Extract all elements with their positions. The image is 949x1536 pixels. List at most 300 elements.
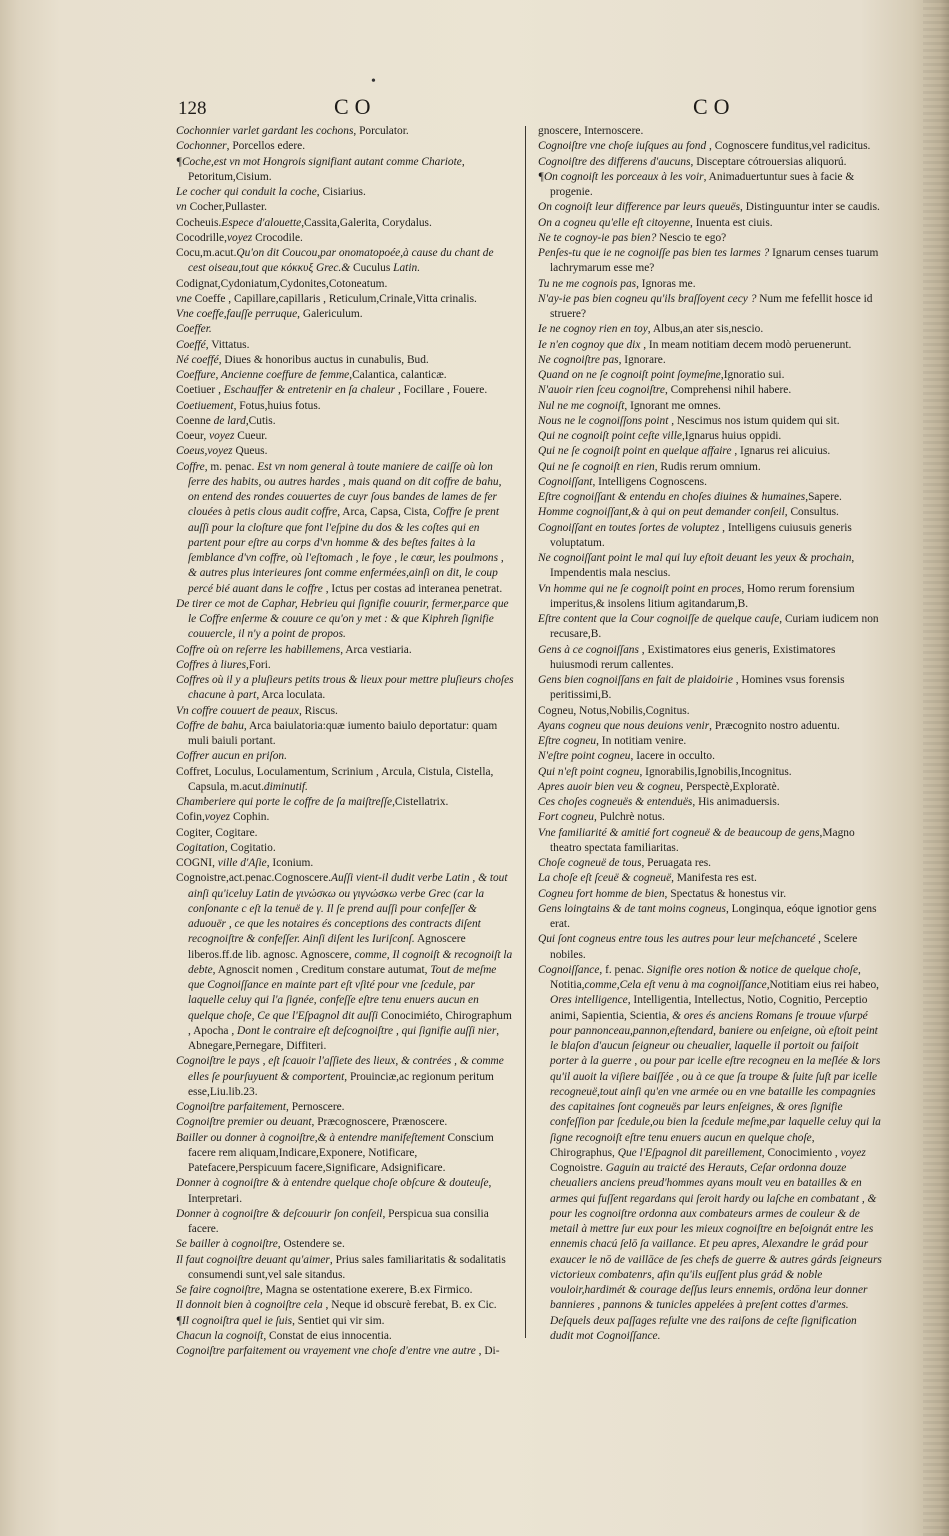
entry-latin-text: ,Ignoratio sui. <box>720 369 785 381</box>
entry-french-text: Se faire cognoiſtre <box>176 1284 260 1296</box>
entry-latin-text: Num me fefellit hosce id struere? <box>550 292 873 320</box>
dictionary-entry <box>538 475 882 490</box>
entry-latin-text: Coeur, <box>176 430 210 442</box>
entry-latin-text: , Riscus. <box>298 704 338 717</box>
entry-latin-text: Cocheuis. <box>176 216 222 229</box>
dictionary-entry <box>538 734 882 749</box>
dictionary-entry <box>538 338 882 353</box>
entry-latin-text: , Cognoscere funditus,vel radicitus. <box>706 140 871 153</box>
dictionary-entry <box>176 643 514 658</box>
entry-french-text: Ie ne cognoy rien en toy <box>538 323 648 336</box>
entry-french-text: Choſe cogneuë de tous <box>538 857 642 869</box>
entry-french-text: Qu'on dit Coucou,par onomatopoée,à cause du chant de cest oiseau,tout que κόκκυξ Grec.& <box>188 247 494 275</box>
entry-latin-text: Coeffe , Capillare,capillaris , Reticulum,Crinale,Vitta crinalis. <box>191 292 477 305</box>
entry-latin-text: , Spectatus & honestus vir. <box>664 887 787 900</box>
entry-french-text: Donner à cognoiſtre & deſcouurir ſon conſeil <box>176 1207 383 1220</box>
entry-french-text: Cognoiſſance <box>538 963 600 976</box>
entry-french-text: Coeus,voyez <box>176 445 233 458</box>
entry-latin-text: , Homines vsus forensis peritissimi,B. <box>550 674 845 702</box>
dictionary-entry <box>538 612 882 643</box>
entry-latin-text: Ignarum censes tuarum lachrymarum esse me? <box>550 247 879 275</box>
entry-latin-text: , Fotus,huius fotus. <box>233 399 321 412</box>
entry-french-text: Coffre ſe prent auſſi pour la cloſture que font l'eſpine du dos & les coſtes qui en partent pour eſtre au corps d'vn homme & des beſtes faites à la ſemblance d'vn coffre, où l'eſtomach , le foye , le cœur, les poulmons , & autres plus interieures ſont comme enfermées,ainſi on dit, le coup percé bié auant dans le coffre <box>188 506 504 595</box>
entry-latin-text: , f. penac. <box>599 963 647 976</box>
entry-french-text: Eſtre cognoiſſant & entendu en choſes diuines & humaines <box>538 491 806 503</box>
dictionary-entry <box>538 414 882 429</box>
dictionary-entry <box>538 521 882 552</box>
entry-latin-text: , Perspicua sua consilia facere. <box>188 1207 489 1235</box>
entry-latin-text: , Cogitatio. <box>224 841 276 854</box>
dictionary-entry <box>538 155 882 170</box>
entry-french-text: Fort cogneu <box>538 811 594 824</box>
dictionary-entry <box>538 871 882 886</box>
entry-latin-text: , In meam notitiam decem modò peruenerunt. <box>640 338 852 351</box>
entry-french-text: de lard <box>213 414 246 427</box>
dictionary-entry <box>176 1314 514 1329</box>
entry-latin-text: , Di- <box>475 1345 500 1357</box>
entry-french-text: Cogitation <box>176 841 225 854</box>
entry-french-text: Donner à cognoiſtre & à entendre quelque choſe obſcure & douteuſe <box>176 1177 489 1190</box>
entry-french-text: Cognoiſtre premier ou deuant <box>176 1116 312 1129</box>
entry-french-text: Signifie ores notion & notice de quelque choſe <box>646 963 859 976</box>
entry-french-text: Il donnoit bien à cognoiſtre cela <box>176 1299 323 1312</box>
entry-french-text: Coffre où on reſerre les habillemens <box>176 643 341 656</box>
dictionary-entry <box>538 139 882 154</box>
entry-latin-text: , Constat de eius innocentia. <box>263 1329 392 1342</box>
entry-latin-text: Cocher,Pullaster. <box>186 201 267 214</box>
entry-french-text: Latin. <box>393 262 421 275</box>
dictionary-entry <box>176 1237 514 1252</box>
entry-latin-text: , Distinguuntur inter se caudis. <box>740 201 880 214</box>
entry-latin-text: Cognoistre,act.penac.Cognoscere. <box>176 872 331 885</box>
page-edge <box>923 0 949 1536</box>
dictionary-entry <box>176 200 514 215</box>
entry-latin-text: , Ignarus rei alicuius. <box>731 445 831 458</box>
entry-french-text: On a cogneu qu'elle eſt citoyenne <box>538 216 691 229</box>
entry-french-text: vne <box>176 292 192 305</box>
entry-latin-text: , Præcognito nostro aduentu. <box>709 719 840 732</box>
entry-french-text: Cochonner <box>176 140 227 153</box>
entry-latin-text: Cocodrille, <box>176 231 227 244</box>
entry-french-text: Coeffure, Ancienne coeffure de femme <box>176 369 350 381</box>
entry-latin-text: Cueur. <box>234 430 268 442</box>
dictionary-entry <box>538 810 882 825</box>
entry-french-text: N'ay-ie pas bien cogneu qu'ils braſſoyent cecy ? <box>538 292 757 305</box>
entry-french-text: Cogneu fort homme de bien <box>538 887 665 900</box>
entry-latin-text: , Ignorabilis,Ignobilis,Incognitus. <box>639 765 792 778</box>
dictionary-entry <box>176 1253 514 1284</box>
entry-french-text: voyez <box>840 1146 866 1159</box>
dictionary-entry <box>538 277 882 292</box>
entry-latin-text: , Consultus. <box>784 506 839 519</box>
entry-latin-text: , Manifesta res est. <box>671 872 757 885</box>
entry-french-text: Né coeffé <box>176 353 219 366</box>
entry-french-text: Eſtre content que la Cour cognoiſſe de quelque cauſe <box>538 613 780 625</box>
dictionary-entry <box>176 277 514 292</box>
dictionary-entry <box>538 551 882 582</box>
dictionary-entry <box>176 246 514 277</box>
dictionary-entry <box>176 338 514 353</box>
printer-mark: • <box>371 74 376 89</box>
entry-latin-text: , Abnegare,Pernegare, Diffiteri. <box>188 1024 500 1052</box>
entry-french-text: La choſe eſt ſceuë & cogneuë <box>538 872 672 885</box>
entry-french-text: Cochonnier varlet gardant les cochons <box>176 125 354 137</box>
dictionary-entry <box>176 1131 514 1177</box>
entry-latin-text: , Ignorant me omnes. <box>624 399 721 412</box>
dictionary-entry <box>176 444 514 459</box>
entry-latin-text: Cofin, <box>176 811 205 824</box>
dictionary-entry <box>176 1100 514 1115</box>
right-running-head: CO <box>693 94 736 119</box>
entry-latin-text: , m. penac. <box>204 460 258 473</box>
dictionary-entry <box>538 749 882 764</box>
entry-latin-text: , Magna se ostentatione exerere, B.ex Firmico. <box>259 1284 473 1296</box>
dictionary-entry <box>176 155 514 186</box>
entry-french-text: Gens loingtains & de tant moins cogneus <box>538 902 726 915</box>
entry-latin-text: Cognoistre. <box>550 1162 606 1174</box>
dictionary-entry <box>538 460 882 475</box>
entry-latin-text: , Comprehensi nihil habere. <box>664 384 792 397</box>
entry-french-text: Chamberiere qui porte le coffre de ſa maiſtreſſe <box>176 796 393 808</box>
dictionary-entry <box>538 856 882 871</box>
entry-latin-text: , Interpretari. <box>188 1177 492 1205</box>
entry-latin-text: Nescio te ego? <box>656 231 727 244</box>
dictionary-entry <box>538 292 882 323</box>
entry-latin-text: ,Fori. <box>246 658 271 671</box>
entry-latin-text: gnoscere, Internoscere. <box>538 125 644 137</box>
entry-french-text: voyez <box>209 430 235 442</box>
entry-french-text: N'auoir rien ſceu cognoiſtre <box>538 384 665 397</box>
dictionary-entry <box>538 582 882 613</box>
entry-french-text: Coffres où il y a pluſieurs petits trous & lieux pour mettre pluſieurs choſes chacune à part <box>176 674 514 702</box>
entry-latin-text: Cogneu, Notus,Nobilis,Cognitus. <box>538 704 690 717</box>
entry-french-text: Cognoiſſant <box>538 475 593 488</box>
entry-latin-text: , Agnoscit nomen , Creditum constare autumat, <box>212 963 431 976</box>
entry-french-text: Coffrer aucun en priſon. <box>176 750 287 763</box>
entry-latin-text: , Disceptare cótrouersias aliquorú. <box>690 155 847 168</box>
entry-latin-text: , Peruagata res. <box>641 857 712 869</box>
entry-latin-text: , His animaduersis. <box>692 796 780 808</box>
dictionary-entry <box>176 383 514 398</box>
dictionary-entry <box>176 826 514 841</box>
dictionary-entry <box>538 246 882 277</box>
entry-latin-text: Coffret, Loculus, Loculamentum, Scrinium , Arcula, Cistula, Cistella, Capsula, m.acut. <box>176 765 494 793</box>
dictionary-entry <box>538 124 882 139</box>
dictionary-entry <box>176 795 514 810</box>
entry-french-text: Ces choſes cogneuës & entenduës <box>538 796 693 808</box>
dictionary-entry <box>176 231 514 246</box>
entry-latin-text: , Ignorare. <box>618 353 666 366</box>
dictionary-entry <box>176 810 514 825</box>
entry-french-text: Cognoiſtre des differens d'aucuns <box>538 155 691 168</box>
entry-latin-text: , Existimatores eius generis, Existimatores huiusmodi rerum callentes. <box>550 643 836 671</box>
entry-french-text: Il faut cognoiſtre deuant qu'aimer <box>176 1253 330 1266</box>
entry-latin-text: Coetiuer , <box>176 384 224 397</box>
entry-french-text: Ne te cognoy-ie pas bien? <box>538 231 657 244</box>
entry-latin-text: , Arca loculata. <box>256 689 326 702</box>
dictionary-entry <box>176 1176 514 1207</box>
entry-french-text: Tout de meſme que Cognoiſſance en mainte part eſt vſité pour vne ſcedule, par laquelle celuy qui l'a ſignée, confeſſe eſtre tenu enuers aucun en quelque choſe, Ce que l'Eſpagnol dit auſſi <box>188 963 497 1022</box>
left-column <box>176 124 514 1359</box>
entry-latin-text: , Chirographus, <box>550 1131 815 1159</box>
dictionary-entry <box>176 871 514 1054</box>
entry-latin-text: Cogiter, Cogitare. <box>176 826 258 839</box>
dictionary-entry <box>176 765 514 796</box>
entry-french-text: Tu ne me cognois pas <box>538 277 637 290</box>
dictionary-entry <box>538 429 882 444</box>
column-rule <box>525 126 526 1338</box>
dictionary-entry <box>538 704 882 719</box>
entry-french-text: Espece d'alouette <box>221 216 302 229</box>
entry-latin-text: , Arca vestiaria. <box>340 643 412 656</box>
dictionary-entry <box>176 399 514 414</box>
entry-latin-text: ,Cassita,Galerita, Corydalus. <box>301 216 432 229</box>
dictionary-entry <box>538 368 882 383</box>
entry-latin-text: COGNI, <box>176 857 218 869</box>
dictionary-entry <box>176 139 514 154</box>
entry-french-text: & ores és anciens Romans ſe trouue vſurpé pour pannonceau,pannon,eſtendard, baniere ou enſeigne, où eſtoit peint le blaſon d'aucun ſeigneur ou cheualier, laquelle il portoit ou faiſoit porter à la guerre , ou pour par icelle eſtre recogneu en la meſlée & lors qu'il auoit la viſiere baiſſée , ou à ce que ſa troupe & ſuite ſuſt par icelle recogneuë,tout ainſi qu'en vne armée ou en vne bataille les compagnies des capitaines ſont cogneuës par leurs enſeignes, & ores ſignifie confeſſion par ſcedule,ou bien la ſcedule meſme,par laquelle celuy qui la ſigne recognoiſt eſtre tenu enuers aucun en quelque choſe <box>550 1009 881 1144</box>
entry-french-text: Homme cognoiſſant,& à qui on peut demander conſeil <box>538 506 785 519</box>
entry-latin-text: ,Ignarus huius oppidi. <box>681 430 782 442</box>
dictionary-entry <box>176 353 514 368</box>
dictionary-entry <box>538 444 882 459</box>
dictionary-entry <box>176 673 514 704</box>
entry-latin-text: ,Cistellatrix. <box>392 796 449 808</box>
entry-french-text: Se bailler à cognoiſtre <box>176 1238 278 1251</box>
entry-latin-text: , Intelligens cuiusuis generis voluptatum. <box>550 521 852 549</box>
entry-french-text: Quand on ne ſe cognoiſt point ſoymeſme <box>538 369 721 381</box>
dictionary-entry <box>538 765 882 780</box>
entry-latin-text: , Notitia, <box>550 963 861 991</box>
dictionary-entry <box>176 429 514 444</box>
entry-latin-text: Conscium facere rem aliquam,Indicare,Exponere, Notificare, Patefacere,Perspicuum facere,Significare, Adsignificare. <box>188 1131 494 1174</box>
entry-french-text: voyez <box>204 811 231 824</box>
entry-french-text: Qui ne cognoiſt point ceſte ville <box>538 430 682 442</box>
entry-latin-text: , Sentiet qui vir sim. <box>292 1314 385 1327</box>
entry-latin-text: , Petoritum,Cisium. <box>188 155 465 183</box>
entry-latin-text: ,Cutis. <box>245 414 276 427</box>
entry-latin-text: , Arca, Capsa, Cista, <box>337 506 433 519</box>
dictionary-entry <box>538 216 882 231</box>
dictionary-entry <box>176 658 514 673</box>
entry-french-text: voyez <box>226 231 253 244</box>
dictionary-entry <box>538 231 882 246</box>
entry-french-text: Bailler ou donner à cognoiſtre,& à entendre manifeſtement <box>176 1131 445 1144</box>
entry-latin-text: , Focillare , Fouere. <box>395 384 488 397</box>
entry-french-text: Coeffé <box>176 338 206 351</box>
dictionary-entry <box>538 399 882 414</box>
entry-latin-text: , Iacere in occulto. <box>630 750 715 763</box>
dictionary-entry <box>538 383 882 398</box>
entry-french-text: vn <box>176 201 187 214</box>
entry-french-text: Dont le contraire eſt deſcognoiſtre , qui ſignifie auſſi nier <box>237 1024 497 1037</box>
entry-french-text: Coeffer. <box>176 323 212 336</box>
entry-french-text: Cognoiſſant en toutes ſortes de voluptez <box>538 521 720 534</box>
entry-latin-text: , Pernoscere. <box>286 1101 345 1113</box>
entry-latin-text: , Diues & honoribus auctus in cunabulis, Bud. <box>218 353 429 366</box>
entry-french-text: comme,Cela eſt venu à ma cognoiſſance <box>584 979 767 991</box>
entry-french-text: Gens bien cognoiſſans en fait de plaidoirie <box>538 674 733 686</box>
entry-latin-text: , Longinqua, eóque ignotior gens erat. <box>550 902 877 930</box>
entry-latin-text: , Conocimiento , <box>761 1146 841 1159</box>
entry-french-text: Chacun la cognoiſt <box>176 1329 264 1342</box>
entry-latin-text: , Perspectè,Exploratè. <box>680 780 780 793</box>
entry-french-text: Ie n'en cognoy que dix <box>538 338 641 351</box>
dictionary-entry <box>176 1283 514 1298</box>
dictionary-entry <box>176 1054 514 1100</box>
entry-latin-text: , Prouinciæ,ac regionum peritum esse,Liu.lib.23. <box>188 1070 494 1098</box>
entry-latin-text: , Cisiarius. <box>316 186 366 198</box>
entry-french-text: Cognoiſtre parfaitement ou vrayement vne choſe d'entre vne autre <box>176 1345 476 1357</box>
entry-latin-text: , Albus,an ater sis,nescio. <box>647 323 764 336</box>
entry-french-text: Ores intelligence <box>550 994 628 1007</box>
entry-latin-text: , Prius sales familiaritatis & sodalitatis consumendi sunt,vel sale sitandus. <box>188 1253 506 1281</box>
entry-french-text: Auſſi vient-il dudit verbe Latin , & tout ainſi qu'iceluy Latin de γινώσκω ou γιγνώσκω verbe Grec (car la conſonante c eſt la tenuë de γ. Il ſe prend auſſi pour confeſſer & aduouër , ce que les notaires és conceptions des contracts diſent recognoiſtre & confeſſer. Ainſi diſent les Iuriſconſ. <box>188 872 508 946</box>
entry-latin-text: , Ignoras me. <box>636 277 696 290</box>
dictionary-entry <box>538 887 882 902</box>
entry-french-text: Nous ne le cognoiſſons point <box>538 414 669 427</box>
entry-french-text: Ne cognoiſtre pas <box>538 353 619 366</box>
dictionary-entry <box>176 1207 514 1238</box>
entry-latin-text: ,Notitiam eius rei habeo, <box>766 979 879 991</box>
entry-latin-text: Conocimiéto, Chirographum , Apocha , <box>188 1009 512 1037</box>
entry-french-text: Ne cognoiſſant point le mal qui luy eſtoit deuant les yeux & prochain <box>538 552 852 564</box>
entry-latin-text: , In notitiam venire. <box>596 735 687 747</box>
entry-french-text: Vn homme qui ne ſe cognoiſt point en proces <box>538 582 742 595</box>
dictionary-entry <box>538 322 882 337</box>
entry-latin-text: Cuculus <box>352 262 394 275</box>
entry-french-text: Qui ne ſe cognoiſt en rien <box>538 460 655 473</box>
dictionary-entry <box>176 749 514 764</box>
entry-french-text: Eschauffer & entretenir en ſa chaleur <box>223 384 396 397</box>
entry-latin-text: , Inuenta est ciuis. <box>690 216 773 229</box>
entry-french-text: Qui n'eſt point cogneu <box>538 765 640 778</box>
entry-latin-text: , Ostendere se. <box>277 1238 345 1251</box>
dictionary-entry <box>538 719 882 734</box>
entry-french-text: ville d'Aſie <box>217 857 267 869</box>
page-number: 128 <box>178 98 207 119</box>
entry-french-text: Vne familiarité & amitié fort cogneuë & de beaucoup de gens <box>538 826 820 839</box>
entry-french-text: Ayans cogneu que nous deuions venir <box>538 719 710 732</box>
dictionary-entry <box>538 963 882 1344</box>
entry-latin-text: , Rudis rerum omnium. <box>654 460 761 473</box>
entry-french-text: Vn coffre couuert de peaux <box>176 704 299 717</box>
dictionary-entry <box>176 719 514 750</box>
entry-latin-text: , Galericulum. <box>297 308 363 320</box>
entry-latin-text: Queus. <box>232 445 268 458</box>
dictionary-entry <box>538 780 882 795</box>
dictionary-entry <box>538 643 882 674</box>
dictionary-entry <box>176 704 514 719</box>
entry-french-text: Qui ſont cogneus entre tous les autres pour leur meſchanceté <box>538 933 816 946</box>
entry-french-text: comme, Il cognoiſt & recognoiſt la debte <box>188 948 513 976</box>
entry-latin-text: ,Calantica, calanticæ. <box>349 369 447 381</box>
entry-french-text: Que l'Eſpagnol dit pareillement <box>617 1146 762 1159</box>
dictionary-entry <box>176 841 514 856</box>
dictionary-entry <box>538 795 882 810</box>
entry-latin-text: , Pulchrè notus. <box>594 811 665 824</box>
dictionary-entry <box>176 368 514 383</box>
entry-french-text: diminutif. <box>263 780 308 793</box>
dictionary-entry <box>538 902 882 933</box>
entry-french-text: Gens à ce cognoiſſans <box>538 643 639 656</box>
dictionary-entry <box>176 1115 514 1130</box>
entry-latin-text: Cocu,m.acut. <box>176 247 237 259</box>
right-column <box>538 124 882 1344</box>
entry-french-text: Gaguin au traicté des Herauts, Ceſar ordonna douze cheualiers anciens preud'hommes ayans moult veu en batailles & en armes qui fuſſent regardans qui ſeroit hardy ou laſche en combatant , & pour les cognoiſtre ordonna aux combateurs armes de couleur & de metail à mettre ſur eux pour les mieux cognoiſtre en beſoignát entre les ennemis chacú ſelō ſa vaillance. Et peu apres, Alexandre le grád pour exaucer le nō de vaillāce de ſes chefs de guerre & autres gárds ſeigneurs victorieux combatenrs, afin qu'ils euſſent plus grád & noble vouloir,hardimét & courage deſſus leurs ennemis, ordōna leur donner bannieres , pannons & tunicles appelées à preſent cottes d'armes. Deſquels deux paſſages reſulte vne des raiſons de ceſte ſignification dudit mot Cognoiſſance. <box>550 1162 882 1342</box>
entry-french-text: Est vn nom general à toute maniere de caiſſe où lon ſerre des habits, ou autres hardes , mais quand on dit coffre de bahu, on entend des rondes couuertes de cuyr ſous bandes de lames de fer clouées à petis clous audit coffre <box>188 460 502 519</box>
entry-french-text: N'eſtre point cogneu <box>538 750 631 763</box>
entry-french-text: Qui ne ſe cognoiſt point en quelque affaire <box>538 445 732 458</box>
entry-latin-text: , Animaduertuntur sues à facie & progenie. <box>550 170 855 198</box>
entry-french-text: Cognoiſtre parfaitement <box>176 1101 286 1113</box>
entry-french-text: De tirer ce mot de Caphar, Hebrieu qui ſignifie couurir, fermer,parce que le Coffre enſerme & couure ce qu'on y met : & que Kiphreh ſignifie couuercle, il n'y a point de propos. <box>176 597 509 641</box>
dictionary-entry <box>538 490 882 505</box>
entry-latin-text: , Intelligens Cognoscens. <box>592 475 707 488</box>
entry-latin-text: , Vittatus. <box>205 338 250 351</box>
entry-latin-text: , Præcognoscere, Prænoscere. <box>311 1116 448 1129</box>
entry-latin-text: Coenne <box>176 414 214 427</box>
entry-french-text: Eſtre cogneu <box>538 735 597 747</box>
dictionary-entry <box>176 1344 514 1359</box>
entry-french-text: On cognoiſt leur difference par leurs queuës <box>538 201 741 214</box>
entry-french-text: Cognoiſtre le pays , eſt ſcauoir l'aſſiete des lieux, & contrées , & comme elles ſe pourſuyuent & comportent <box>176 1055 504 1083</box>
entry-latin-text: ,Magno theatro spectata familiaritas. <box>550 826 855 854</box>
entry-french-text: Coffre de bahu <box>176 719 244 732</box>
entry-latin-text: Cophin. <box>230 811 270 824</box>
entry-latin-text: , Intelligentia, Intellectus, Notio, Cognitio, Perceptio animi, Sapientia, Scientia, <box>550 994 868 1022</box>
entry-french-text: Apres auoir bien veu & cogneu <box>538 780 681 793</box>
entry-latin-text: , Porculator. <box>353 125 409 137</box>
entry-latin-text: , Porcellos edere. <box>226 140 306 153</box>
entry-french-text: Coffre <box>176 460 205 473</box>
entry-french-text: Cognoiſtre vne choſe iuſques au fond <box>538 140 707 153</box>
entry-french-text: Nul ne me cognoiſt <box>538 399 625 412</box>
entry-latin-text: Crocodile. <box>252 231 303 244</box>
dictionary-entry <box>176 1329 514 1344</box>
entry-french-text: ¶On cognoiſt les porceaux à les voir <box>538 170 704 183</box>
dictionary-entry <box>538 505 882 520</box>
entry-latin-text: , Neque id obscurè ferebat, B. ex Cic. <box>322 1299 497 1312</box>
entry-latin-text: Agnoscere liberos.ff.de lib. agnosc. Agnoscere, <box>188 933 466 961</box>
dictionary-entry <box>538 826 882 857</box>
dictionary-entry <box>176 216 514 231</box>
dictionary-entry <box>176 460 514 597</box>
entry-french-text: Coffres à liures <box>176 658 247 671</box>
entry-latin-text: , Scelere nobiles. <box>550 933 858 961</box>
dictionary-entry <box>176 414 514 429</box>
entry-french-text: Coetiuement <box>176 399 234 412</box>
dictionary-entry <box>176 1298 514 1313</box>
entry-latin-text: Codignat,Cydoniatum,Cydonites,Cotoneatum. <box>176 277 388 290</box>
entry-latin-text: , Curiam iudicem non recusare,B. <box>550 613 879 641</box>
left-running-head: CO <box>334 94 377 119</box>
entry-latin-text: , Nescimus nos istum quidem qui sit. <box>668 414 840 427</box>
dictionary-entry <box>176 124 514 139</box>
entry-latin-text: , Arca baiulatoria:quæ iumento baiulo deportatur: quam muli baiuli portant. <box>188 719 498 747</box>
entry-latin-text: , Impendentis mala nescius. <box>550 552 855 580</box>
dictionary-entry <box>176 307 514 322</box>
entry-french-text: Vne coeffe,fauſſe perruque <box>176 308 298 320</box>
entry-latin-text: ,Sapere. <box>805 491 842 503</box>
entry-french-text: Penſes-tu que ie ne cognoiſſe pas bien tes larmes ? <box>538 247 770 259</box>
dictionary-entry <box>176 322 514 337</box>
entry-french-text: ¶Il cognoiſtra quel ie ſuis <box>176 1314 293 1327</box>
dictionary-entry <box>538 170 882 201</box>
entry-latin-text: , Homo rerum forensium imperitus,& insolens litium agitandarum,B. <box>550 582 855 610</box>
dictionary-entry <box>176 185 514 200</box>
dictionary-entry <box>538 200 882 215</box>
